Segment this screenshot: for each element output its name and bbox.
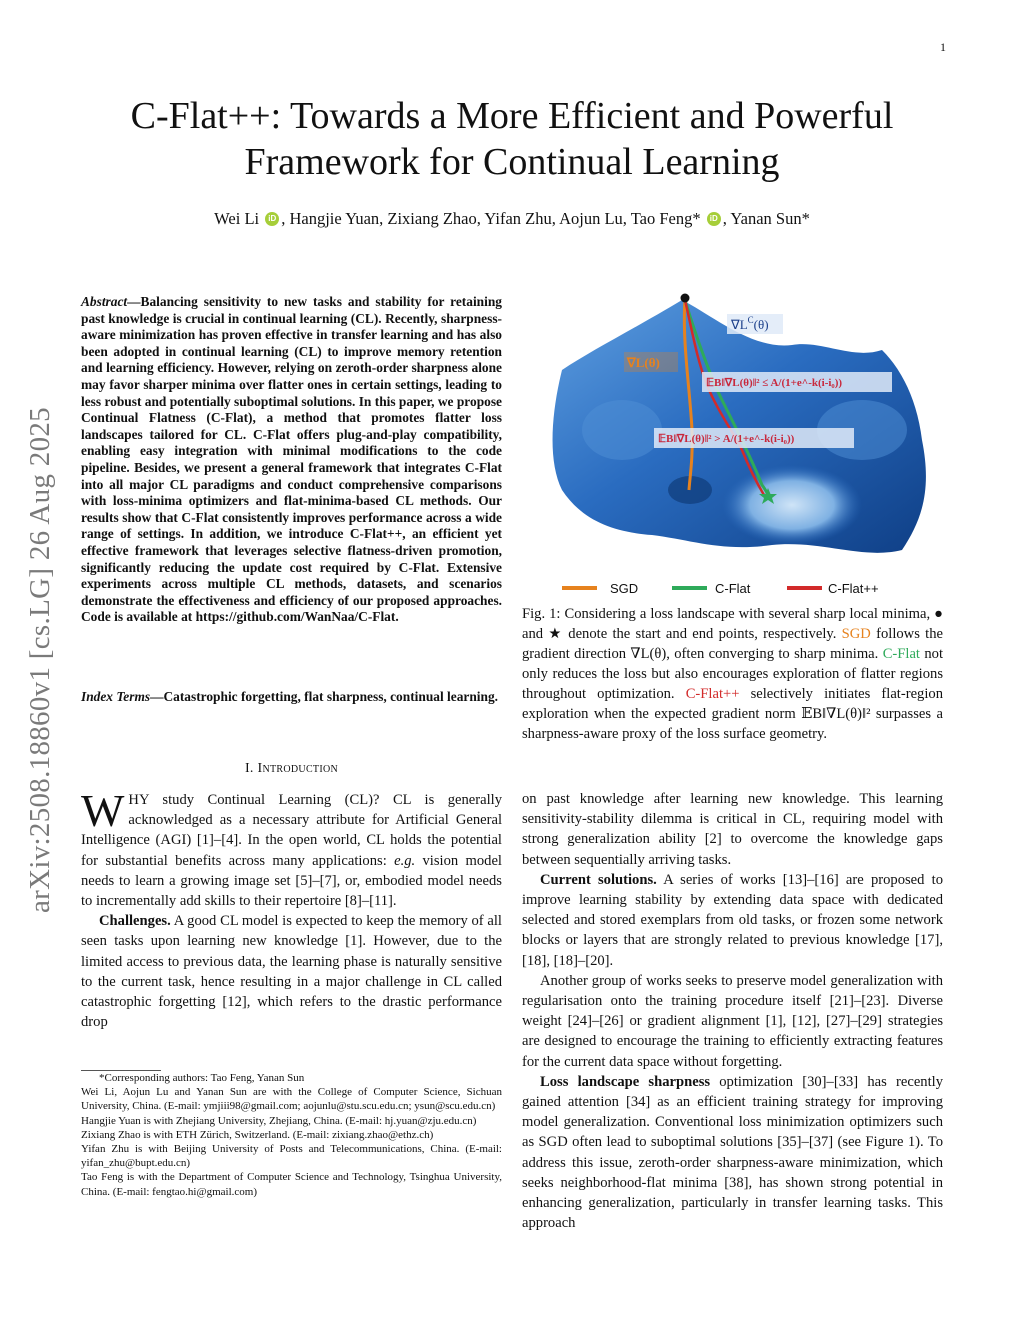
orcid-icon[interactable]: iD xyxy=(265,212,279,226)
current-solutions-paragraph xyxy=(522,870,943,971)
author-list xyxy=(60,209,964,229)
intro-paragraph xyxy=(81,785,502,911)
paragraph-text: optimization [30]–[33] has recently gained attention [34] as an efficient training strategy for improving model generalization. Conventional loss minimization optimizers such as SGD often lead to suboptimal solutions [35]–[37] (see Figure 1). To address this issue, zeroth-order sharpness-aware minimization, which seeks neighborhood-flat minima [38], has shown strong potential in enhancing generalization, particularly in transfer learning tasks. This approach xyxy=(522,1073,943,1232)
footnote: Wei Li, Aojun Lu and Yanan Sun are with the College of Computer Science, Sichuan University, China. (E-mail: ymjiii98@gmail.com; aojunlu@stu.scu.edu.cn; ysun@scu.edu.cn) xyxy=(81,1086,502,1113)
intro-text: HY study Continual Learning (CL)? CL is generally acknowledged as a necessary attribute for Artificial General Intelligence (AGI) [1]–[4]. In the open world, CL holds the potential for substantial benefits across many applications: xyxy=(81,792,502,869)
drop-cap: W xyxy=(81,785,125,836)
loss-landscape-paragraph xyxy=(522,1072,943,1234)
caption-text: selectively initiates flat-region exploration when the expected gradient norm 𝔼B‖∇L(θ)‖² surpasses a sharpness-aware proxy of the loss surface geometry. xyxy=(522,686,944,742)
intro-right-column xyxy=(522,789,943,1233)
intro-emphasis: e.g. xyxy=(394,852,416,869)
surface-ridge xyxy=(582,400,662,460)
intro-left-column xyxy=(81,785,502,1032)
paragraph-text: A series of works [13]–[16] are proposed to improve learning stability by extending data space with dedicated selected and stored exemplars from old tasks, or frozen some network blocks or layers that are strongly related to previous knowledge [17], [18], [18]–[20]. xyxy=(522,871,943,969)
challenges-paragraph xyxy=(81,911,502,1032)
body-paragraph: on past knowledge after learning new knowledge. This learning sensitivity-stability dilemma is critical in CL, requiring model with strong generalization ability [2] to overcome the knowledge gaps between sequentially arriving tasks. xyxy=(522,791,943,868)
annotation-upper: 𝔼B‖∇L(θ)‖² ≤ A/(1+e^-k(i-i₀)) xyxy=(706,377,843,389)
footnotes xyxy=(81,1071,502,1199)
legend-cflatpp: C-Flat++ xyxy=(828,581,879,596)
body-paragraph: Another group of works seeks to preserve model generalization with regularisation onto the training procedure itself [21]–[23]. Diverse weight [24]–[26] or gradient alignment [1], [12], [27]–[29] strategies are designed to encourage the training to efficiently extracting features for the current data space without forgetting. xyxy=(522,972,943,1070)
section-heading: I. Introduction xyxy=(244,761,339,776)
abstract-label: Abstract xyxy=(81,294,128,309)
title-line-1: C-Flat++: Towards a More Efficient and Powerful xyxy=(130,95,894,137)
authors-part-3: , Yanan Sun* xyxy=(722,209,810,228)
caption-cflat: C-Flat xyxy=(882,646,920,662)
paragraph-heading: Current solutions. xyxy=(540,871,657,888)
paragraph-heading: Loss landscape sharpness xyxy=(540,1073,711,1090)
flat-basin xyxy=(722,465,862,545)
legend-cflat: C-Flat xyxy=(715,581,751,596)
legend-sgd: SGD xyxy=(610,581,639,596)
annotation-lower: 𝔼B‖∇L(θ)‖² > A/(1+e^-k(i-i₀)) xyxy=(658,433,795,445)
authors-part-2: , Hangjie Yuan, Zixiang Zhao, Yifan Zhu, Aojun Lu, Tao Feng* xyxy=(281,209,701,228)
caption-text: Fig. 1: Considering a loss landscape with several sharp local minima, ● and ★ denote the start and end points, respectively. xyxy=(522,606,943,642)
footnote: Tao Feng is with the Department of Computer Science and Technology, Tsinghua University, China. (E-mail: fengtao.hi@gmail.com) xyxy=(81,1171,502,1198)
start-point xyxy=(681,294,690,303)
index-terms-label: Index Terms xyxy=(81,689,151,704)
figure-loss-landscape xyxy=(522,290,943,600)
footnote: Zixiang Zhao is with ETH Zürich, Switzerland. (E-mail: zixiang.zhao@ethz.ch) xyxy=(81,1128,434,1141)
intro-text: vision model needs to learn a growing image set [5]–[7], or, embodied model needs to incrementally add skills to their repertoire [8]–[11]. xyxy=(81,852,502,910)
paragraph-text: A good CL model is expected to keep the memory of all seen tasks upon learning new knowledge [1]. However, due to the limited access to previous data, the learning phase is naturally sensitive to the current task, hence resulting in a major challenge in CL called catastrophic forgetting [12], which refers to the drastic performance drop xyxy=(81,913,502,1031)
caption-sgd: SGD xyxy=(841,626,871,642)
abstract-text: —Balancing sensitivity to new tasks and stability for retaining past knowledge is crucial in continual learning (CL). Recently, sharpness-aware minimization has proven effective in transfer learning and has also been adopted in continual learning (CL) to improve memory retention and learning efficiency. However, relying on zeroth-order sharpness alone may favor sharper minima over flatter ones in certain settings, leading to less robust and potentially suboptimal solutions. In this paper, we propose Continual Flatness (C-Flat), a method that promotes flatter loss landscapes tailored for CL. C-Flat offers plug-and-play compatibility, enabling easy integration with minimal modifications to the code pipeline. Besides, we present a general framework that integrates C-Flat into all major CL paradigms and conduct comprehensive comparisons with loss-minima optimizers and flat-minima-based CL methods. Our results show that C-Flat consistently improves performance across a wide range of settings. In addition, we introduce C-Flat++, an efficient yet effective framework that leverages selective flatness-driven promotion, significantly reducing the update cost required by C-Flat. Extensive experiments across multiple CL methods, datasets, and scenarios demonstrate the effectiveness and efficiency of our proposed approaches. Code is available at https://github.com/WanNaa/C-Flat. xyxy=(81,294,502,625)
grad-sgd-label: ∇L(θ) xyxy=(627,355,660,370)
paragraph-heading: Challenges. xyxy=(99,913,171,930)
footnote: *Corresponding authors: Tao Feng, Yanan Sun xyxy=(99,1072,305,1084)
index-terms-text: —Catastrophic forgetting, flat sharpness, continual learning. xyxy=(150,689,498,704)
caption-cflatpp: C-Flat++ xyxy=(685,686,740,702)
caption-text: not only reduces the loss but also encourages exploration of flatter regions throughout optimization. xyxy=(522,646,944,702)
grad-cflat-label: $\nabla L^C(\theta)$ xyxy=(731,315,769,332)
page-number: 1 xyxy=(940,40,946,54)
arxiv-stamp: arXiv:2508.18860v1 [cs.LG] 26 Aug 2025 xyxy=(24,407,56,913)
abstract xyxy=(81,294,502,626)
caption-text: follows the gradient direction ∇L(θ), often converging to sharp minima. xyxy=(522,626,943,662)
orcid-icon[interactable]: iD xyxy=(707,212,721,226)
footnote: Yifan Zhu is with Beijing University of Posts and Telecommunications, China. (E-mail: yifan_zhu@bupt.edu.cn) xyxy=(81,1143,502,1170)
paper-title xyxy=(60,93,964,185)
authors-part-1: Wei Li xyxy=(214,209,260,228)
index-terms xyxy=(81,689,502,706)
title-line-2: Framework for Continual Learning xyxy=(244,141,780,183)
figure-caption xyxy=(522,604,943,744)
footnote: Hangjie Yuan is with Zhejiang University, Zhejiang, China. (E-mail: hj.yuan@zju.edu.cn) xyxy=(81,1114,477,1127)
